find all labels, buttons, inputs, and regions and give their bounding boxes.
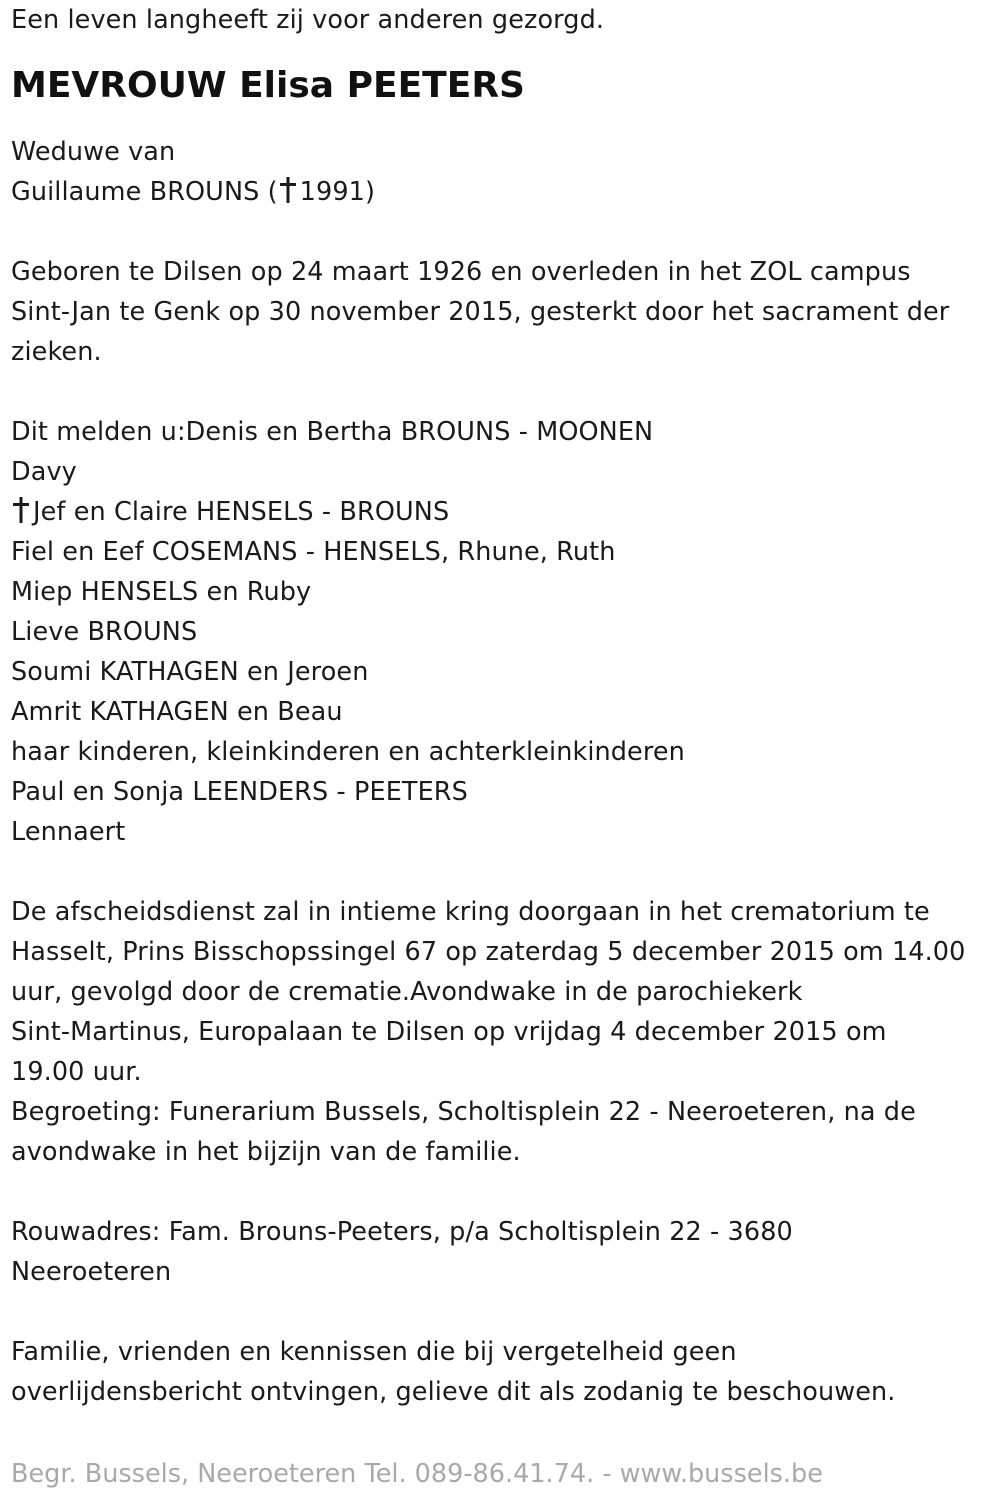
service-line: 19.00 uur. bbox=[11, 1057, 142, 1087]
spacer bbox=[11, 1292, 996, 1332]
spouse-death-year: 1991) bbox=[299, 177, 376, 207]
family-member-name: Jef en Claire HENSELS - BROUNS bbox=[33, 497, 450, 527]
family-list bbox=[11, 412, 996, 852]
spacer bbox=[11, 372, 996, 412]
family-member: Lennaert bbox=[11, 817, 126, 847]
birth-death-line: Sint-Jan te Genk op 30 november 2015, gesterkt door het sacrament der bbox=[11, 297, 950, 327]
family-member: Lieve BROUNS bbox=[11, 617, 198, 647]
motto: Een leven langheeft zij voor anderen gezorgd. bbox=[11, 5, 605, 35]
address-line: Rouwadres: Fam. Brouns-Peeters, p/a Scholtisplein 22 - 3680 bbox=[11, 1217, 793, 1247]
family-member: Soumi KATHAGEN en Jeroen bbox=[11, 657, 369, 687]
notice-line: overlijdensbericht ontvingen, gelieve dit als zodanig te beschouwen. bbox=[11, 1377, 896, 1407]
service-line: Hasselt, Prins Bisschopssingel 67 op zaterdag 5 december 2015 om 14.00 bbox=[11, 937, 966, 967]
family-member: Amrit KATHAGEN en Beau bbox=[11, 697, 343, 727]
funeral-home-footer: Begr. Bussels, Neeroeteren Tel. 089-86.41.74. - www.bussels.be bbox=[11, 1459, 823, 1489]
birth-death-paragraph bbox=[11, 252, 996, 372]
notice-paragraph bbox=[11, 1332, 996, 1412]
service-line: Begroeting: Funerarium Bussels, Scholtisplein 22 - Neeroeteren, na de bbox=[11, 1097, 916, 1127]
birth-death-line: zieken. bbox=[11, 337, 102, 367]
family-member: Davy bbox=[11, 457, 77, 487]
notice-line: Familie, vrienden en kennissen die bij vergetelheid geen bbox=[11, 1337, 737, 1367]
cross-icon bbox=[278, 177, 298, 203]
spacer bbox=[11, 212, 996, 252]
widow-of-label: Weduwe van bbox=[11, 137, 176, 167]
family-member: haar kinderen, kleinkinderen en achterkleinkinderen bbox=[11, 737, 685, 767]
deceased-name: MEVROUW Elisa PEETERS bbox=[11, 65, 525, 106]
family-member: Fiel en Eef COSEMANS - HENSELS, Rhune, Ruth bbox=[11, 537, 616, 567]
family-intro: Dit melden u:Denis en Bertha BROUNS - MOONEN bbox=[11, 417, 654, 447]
birth-death-line: Geboren te Dilsen op 24 maart 1926 en overleden in het ZOL campus bbox=[11, 257, 911, 287]
service-line: De afscheidsdienst zal in intieme kring doorgaan in het crematorium te bbox=[11, 897, 930, 927]
service-line: uur, gevolgd door de crematie.Avondwake in de parochiekerk bbox=[11, 977, 803, 1007]
family-member-deceased bbox=[11, 492, 996, 532]
service-paragraph bbox=[11, 892, 996, 1172]
family-member: Miep HENSELS en Ruby bbox=[11, 577, 312, 607]
address-line: Neeroeteren bbox=[11, 1257, 172, 1287]
spouse-line bbox=[11, 172, 996, 212]
mourning-address bbox=[11, 1212, 996, 1292]
spouse-name: Guillaume BROUNS ( bbox=[11, 177, 278, 207]
obituary-notice bbox=[11, 0, 996, 1412]
family-member: Paul en Sonja LEENDERS - PEETERS bbox=[11, 777, 468, 807]
service-line: Sint-Martinus, Europalaan te Dilsen op vrijdag 4 december 2015 om bbox=[11, 1017, 887, 1047]
cross-icon bbox=[11, 497, 31, 523]
spacer bbox=[11, 1172, 996, 1212]
spacer bbox=[11, 852, 996, 892]
service-line: avondwake in het bijzijn van de familie. bbox=[11, 1137, 521, 1167]
